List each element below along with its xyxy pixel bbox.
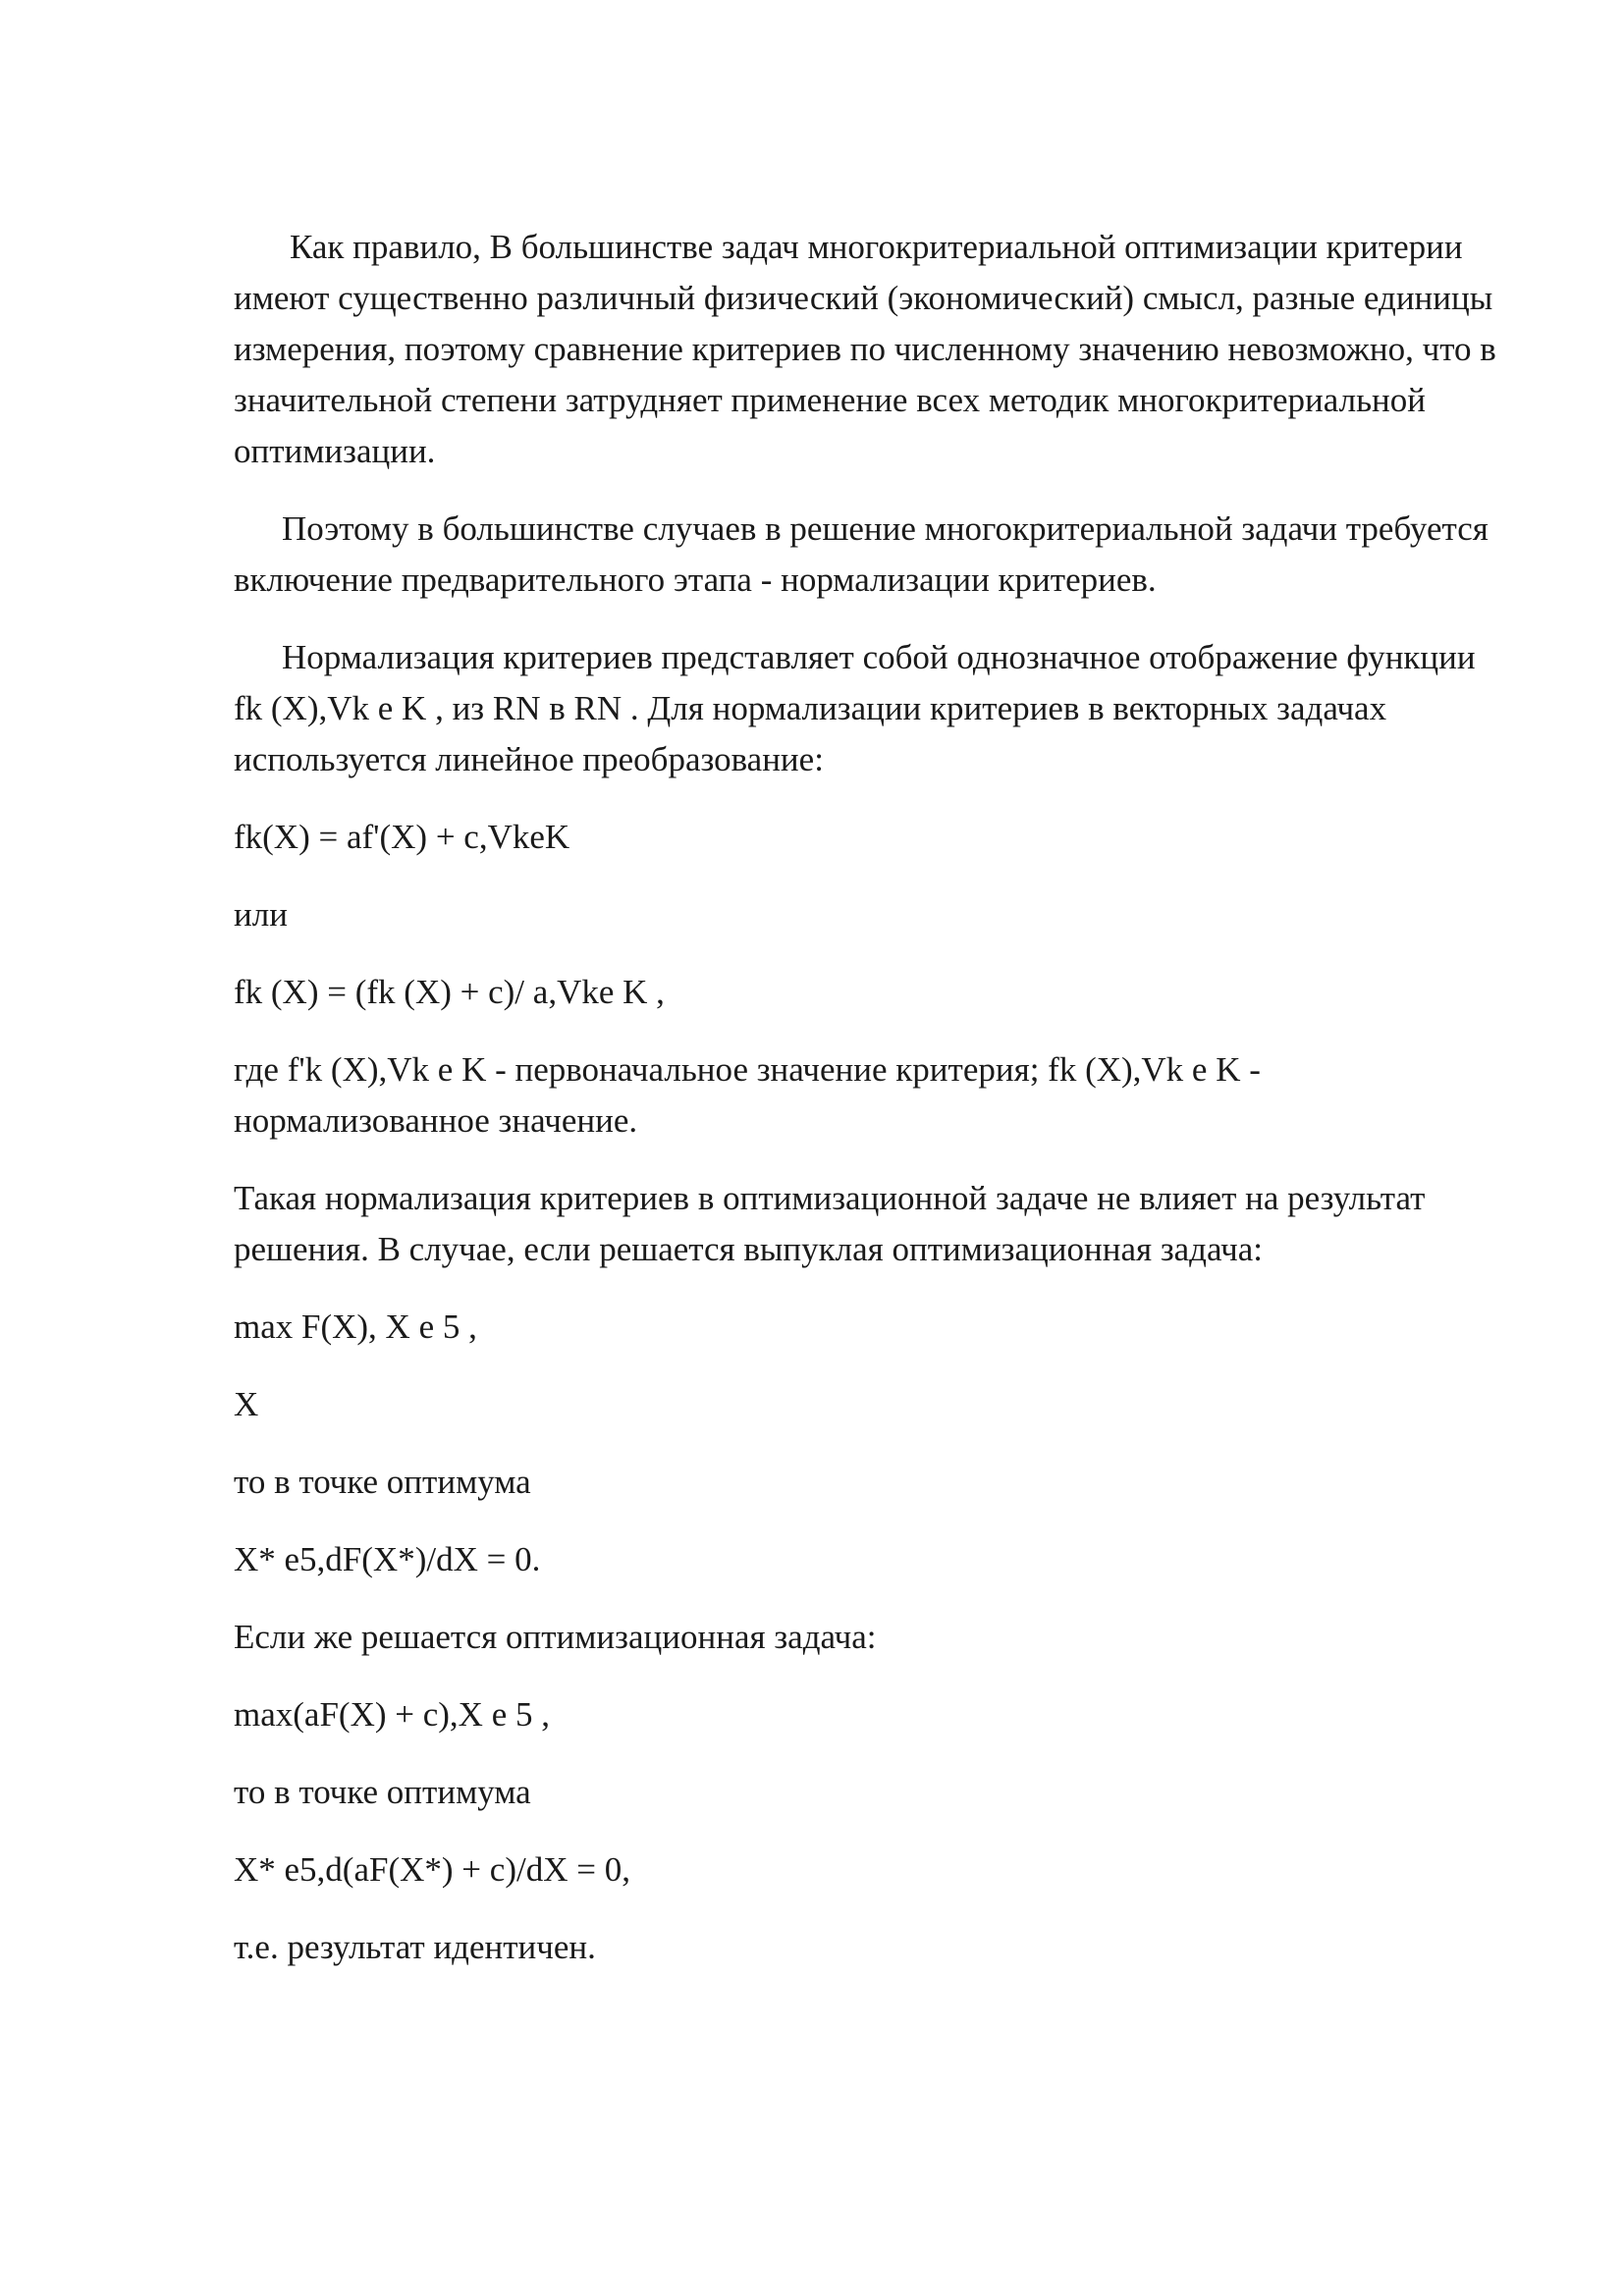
formula-max-af: max(aF(X) + с),X е 5 , (234, 1695, 550, 1734)
formula-linear-transform: fk(X) = af'(X) + с,VkeK (234, 818, 570, 856)
paragraph-normalization-need: Поэтому в большинстве случаев в решение многокритериальной задачи требуется включение предварительного этапа - нормализации критериев. (234, 509, 1497, 599)
paragraph-conclusion: т.е. результат идентичен. (234, 1928, 596, 1966)
paragraph-if-solved: Если же решается оптимизационная задача: (234, 1618, 877, 1656)
paragraph-normalization-definition: Нормализация критериев представляет собой однозначное отображение функции fk (X),Vk е K , из RN в RN . Для нормализации критериев в векторных задачах используется линейное преобразование: (234, 638, 1485, 778)
paragraph-at-optimum-2: то в точке оптимума (234, 1773, 531, 1811)
paragraph-intro: Как правило, В большинстве задач многокритериальной оптимизации критерии имеют существенно различный физический (экономический) смысл, разные единицы измерения, поэтому сравнение критериев по численному значению невозможно, что в значительной степени затрудняет применение всех методик многокритериальной оптимизации. (234, 228, 1505, 470)
paragraph-at-optimum-1: то в точке оптимума (234, 1463, 531, 1501)
paragraph-or: или (234, 895, 288, 934)
paragraph-where: где f'k (X),Vk е K - первоначальное значение критерия; fk (X),Vk е K - нормализованное значение. (234, 1050, 1270, 1140)
document-body (234, 222, 1505, 2000)
formula-max-f: max F(X), X е 5 , (234, 1308, 477, 1346)
formula-optimum-2: X* е5,d(aF(X*) + с)/dX = 0, (234, 1850, 630, 1889)
formula-inverse-transform: fk (X) = (fk (X) + с)/ a,Vke K , (234, 973, 665, 1011)
formula-x-subscript: X (234, 1385, 259, 1423)
paragraph-result-invariance: Такая нормализация критериев в оптимизационной задаче не влияет на результат решения. В случае, если решается выпуклая оптимизационная задача: (234, 1179, 1435, 1268)
formula-optimum-1: X* е5,dF(X*)/dX = 0. (234, 1540, 541, 1578)
